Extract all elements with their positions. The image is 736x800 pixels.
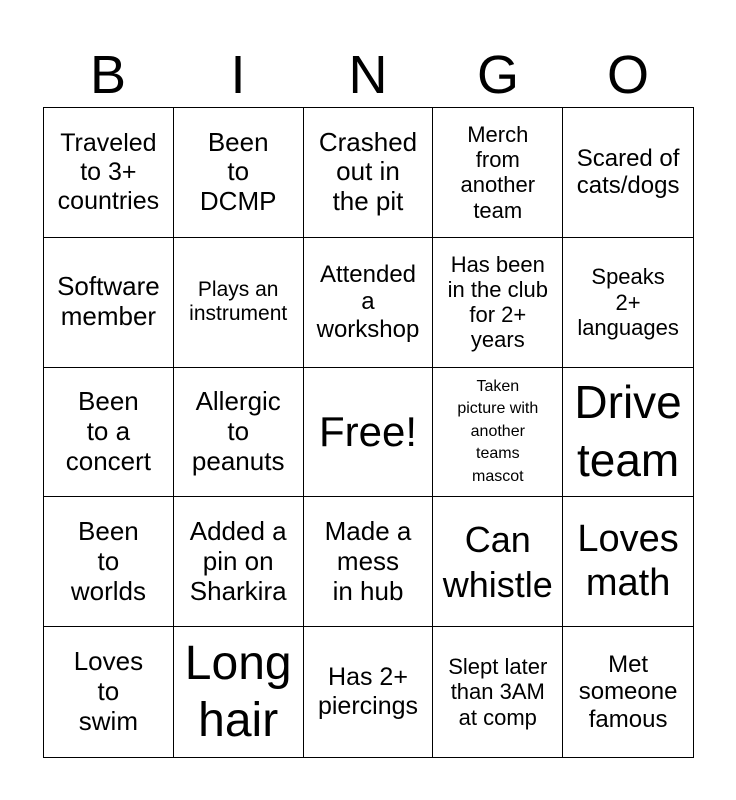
- cell-text-line: math: [585, 561, 671, 604]
- cell-text-line: to 3+: [80, 158, 137, 187]
- cell-text-line: Merch: [467, 121, 529, 147]
- bingo-cell-r2-c4[interactable]: [433, 238, 563, 368]
- bingo-cell-r2-c2[interactable]: [174, 238, 304, 368]
- cell-text-line: Plays an: [197, 278, 279, 302]
- cell-text-line: in hub: [332, 575, 404, 606]
- cell-text-line: Added a: [189, 515, 287, 546]
- cell-text-line: Scared of: [576, 144, 680, 172]
- bingo-cell-r4-c4[interactable]: [433, 497, 563, 627]
- cell-text-line: Free!: [318, 407, 417, 455]
- cell-text-line: the pit: [332, 186, 404, 217]
- cell-text: [190, 517, 287, 607]
- bingo-cell-r3-c2[interactable]: [174, 368, 304, 498]
- bingo-cell-r3-c4[interactable]: [433, 368, 563, 498]
- cell-text-line: instrument: [189, 302, 288, 326]
- bingo-cell-r3-c3[interactable]: [304, 368, 434, 498]
- cell-text: [200, 128, 277, 218]
- cell-text-line: at comp: [458, 704, 537, 730]
- bingo-header: [43, 42, 693, 108]
- cell-text: [443, 517, 553, 607]
- cell-text-line: in the club: [447, 276, 548, 302]
- cell-text: [58, 129, 159, 215]
- bingo-cell-r2-c5[interactable]: [563, 238, 693, 368]
- bingo-cell-r1-c2[interactable]: [174, 108, 304, 238]
- cell-text: [189, 278, 287, 326]
- bingo-cell-r4-c5[interactable]: [563, 497, 693, 627]
- cell-text-line: to: [97, 545, 120, 576]
- cell-text-line: someone: [578, 678, 678, 706]
- cell-text-line: Drive: [574, 376, 682, 429]
- cell-text-line: Long: [184, 636, 292, 690]
- cell-text-line: picture with: [457, 400, 539, 418]
- bingo-cell-r2-c1[interactable]: [44, 238, 174, 368]
- cell-text-line: swim: [78, 706, 138, 737]
- cell-text: [579, 651, 678, 734]
- cell-text-line: another: [460, 172, 536, 198]
- cell-text-line: a: [361, 288, 375, 316]
- cell-text-line: peanuts: [191, 445, 285, 476]
- cell-text-line: Been: [78, 386, 139, 417]
- bingo-cell-r4-c3[interactable]: [304, 497, 434, 627]
- cell-text-line: Slept later: [448, 654, 548, 680]
- cell-text: [448, 252, 548, 353]
- cell-text: [57, 272, 160, 332]
- cell-text: [319, 128, 417, 218]
- cell-text-line: teams: [476, 445, 520, 463]
- cell-text: [185, 635, 292, 750]
- bingo-cell-r1-c1[interactable]: [44, 108, 174, 238]
- cell-text: [325, 517, 412, 607]
- bingo-cell-r3-c1[interactable]: [44, 368, 174, 498]
- cell-text: [74, 647, 143, 737]
- cell-text-line: to: [227, 416, 250, 447]
- header-letter-n: N: [348, 45, 388, 105]
- cell-text-line: Taken: [476, 378, 520, 396]
- bingo-cell-r2-c3[interactable]: [304, 238, 434, 368]
- cell-text-line: than 3AM: [450, 679, 545, 705]
- bingo-cell-r5-c5[interactable]: [563, 627, 693, 757]
- cell-text: [192, 387, 285, 477]
- cell-text-line: out in: [336, 156, 400, 187]
- cell-text: [66, 387, 151, 477]
- header-letter-i: I: [230, 45, 246, 105]
- cell-text-line: DCMP: [199, 186, 277, 217]
- cell-text-line: worlds: [70, 575, 146, 606]
- cell-text: [318, 663, 418, 721]
- cell-text-line: workshop: [316, 315, 420, 343]
- cell-text-line: hair: [198, 694, 279, 748]
- cell-text-line: member: [60, 301, 157, 332]
- cell-text-line: Sharkira: [189, 575, 287, 606]
- cell-text-line: Speaks: [591, 264, 665, 290]
- cell-text-line: team: [576, 433, 680, 486]
- cell-text: [577, 145, 680, 200]
- cell-text-line: to a: [86, 416, 131, 447]
- header-letter-o: O: [606, 45, 649, 105]
- cell-text-line: countries: [57, 186, 160, 215]
- cell-text: [457, 376, 538, 488]
- cell-text-line: Can: [464, 518, 531, 560]
- bingo-cell-r5-c1[interactable]: [44, 627, 174, 757]
- cell-text-line: famous: [588, 705, 668, 733]
- cell-text-line: to: [97, 676, 120, 707]
- cell-text-line: Allergic: [195, 386, 281, 417]
- bingo-cell-r1-c5[interactable]: [563, 108, 693, 238]
- cell-text-line: Crashed: [318, 126, 418, 157]
- cell-text: [577, 518, 678, 605]
- cell-text-line: Has 2+: [328, 663, 408, 692]
- header-letter-b: B: [89, 45, 127, 105]
- cell-text-line: Attended: [319, 260, 417, 288]
- cell-text-line: cats/dogs: [576, 172, 680, 200]
- bingo-cell-r1-c3[interactable]: [304, 108, 434, 238]
- cell-text-line: team: [473, 197, 523, 223]
- bingo-cell-r4-c2[interactable]: [174, 497, 304, 627]
- cell-text-line: to: [227, 156, 250, 187]
- cell-text-line: 2+: [615, 289, 641, 315]
- bingo-cell-r5-c2[interactable]: [174, 627, 304, 757]
- cell-text-line: Made a: [324, 515, 412, 546]
- cell-text: [317, 261, 420, 344]
- cell-text-line: mess: [336, 545, 400, 576]
- cell-text-line: languages: [577, 314, 679, 340]
- cell-text-line: Software: [57, 271, 160, 302]
- cell-text-line: for 2+: [469, 302, 527, 328]
- cell-text: [577, 264, 679, 340]
- cell-text-line: Been: [207, 126, 269, 157]
- cell-text-line: another: [470, 422, 525, 440]
- cell-text: [319, 408, 417, 456]
- cell-text: [71, 517, 146, 607]
- cell-text-line: pin on: [202, 545, 274, 576]
- cell-text-line: concert: [65, 445, 152, 476]
- cell-text-line: Been: [78, 515, 139, 546]
- bingo-cell-r5-c3[interactable]: [304, 627, 434, 757]
- cell-text-line: Traveled: [60, 129, 157, 158]
- header-letter-g: G: [476, 45, 519, 105]
- bingo-cell-r5-c4[interactable]: [433, 627, 563, 757]
- cell-text-line: mascot: [472, 467, 524, 485]
- cell-text: [574, 374, 681, 489]
- cell-text: [448, 654, 547, 730]
- cell-text-line: Loves: [73, 646, 144, 677]
- cell-text-line: from: [475, 147, 520, 173]
- cell-text: [460, 122, 535, 223]
- cell-text-line: years: [470, 327, 525, 353]
- bingo-cell-r4-c1[interactable]: [44, 497, 174, 627]
- cell-text-line: whistle: [442, 563, 553, 605]
- bingo-board: [43, 107, 694, 758]
- cell-text-line: Loves: [577, 518, 679, 561]
- cell-text-line: piercings: [317, 692, 419, 721]
- cell-text-line: Has been: [450, 251, 545, 277]
- bingo-cell-r3-c5[interactable]: [563, 368, 693, 498]
- cell-text-line: Met: [608, 650, 649, 678]
- bingo-cell-r1-c4[interactable]: [433, 108, 563, 238]
